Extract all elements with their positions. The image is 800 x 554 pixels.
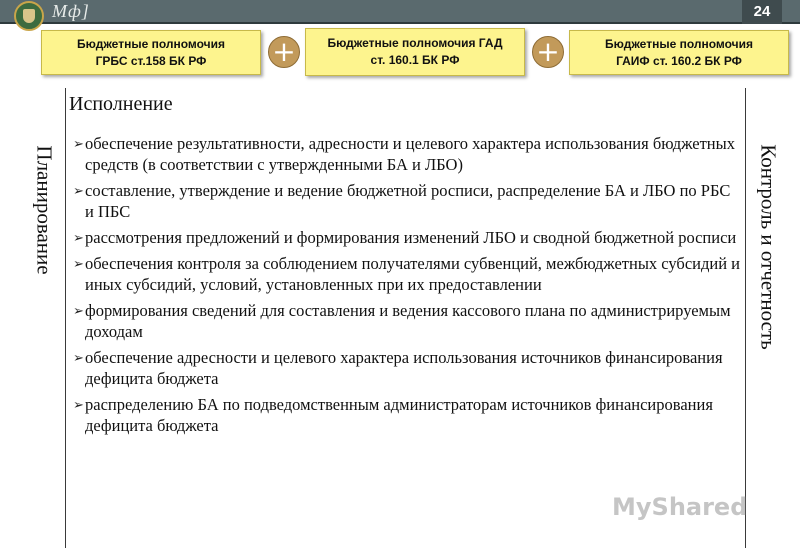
list-item xyxy=(73,300,741,342)
list-item-text: формирования сведений для составления и ведения кассового плана по администрируемым доходам xyxy=(85,301,731,341)
arrow-bullet-icon: ➢ xyxy=(73,397,84,412)
list-item xyxy=(73,347,741,389)
list-item xyxy=(73,394,741,436)
side-label-control: Контроль и отчетность xyxy=(756,144,781,350)
list-item-text: обеспечения контроля за соблюдением получателями субвенций, межбюджетных субсидий и иных субсидий, условий, установленных при их предоставлении xyxy=(85,254,740,294)
box-gad-line1: Бюджетные полномочия ГАД xyxy=(327,36,503,50)
plus-icon: + xyxy=(532,36,564,68)
arrow-bullet-icon: ➢ xyxy=(73,303,84,318)
arrow-bullet-icon: ➢ xyxy=(73,350,84,365)
side-label-planning: Планирование xyxy=(32,145,57,275)
box-gaif xyxy=(569,30,789,75)
box-gaif-line2: ГАИФ ст. 160.2 БК РФ xyxy=(616,53,742,68)
list-item-text: распределению БА по подведомственным администраторам источников финансирования дефицита бюджета xyxy=(85,395,713,435)
list-item xyxy=(73,253,741,295)
bullet-list xyxy=(73,133,741,441)
watermark: MyShared xyxy=(612,493,748,521)
list-item-text: составление, утверждение и ведение бюджетной росписи, распределение БА и ЛБО по РБС и ПБС xyxy=(85,181,731,221)
list-item-text: рассмотрения предложений и формирования изменений ЛБО и сводной бюджетной росписи xyxy=(85,228,737,247)
arrow-bullet-icon: ➢ xyxy=(73,136,84,151)
plus-icon: + xyxy=(268,36,300,68)
list-item xyxy=(73,133,741,175)
box-grbs xyxy=(41,30,261,75)
brand-title: Мф] xyxy=(52,1,90,21)
emblem-logo xyxy=(14,1,44,31)
arrow-bullet-icon: ➢ xyxy=(73,230,84,245)
divider-left xyxy=(65,88,66,548)
divider-right xyxy=(745,88,746,548)
list-item-text: обеспечение результативности, адресности и целевого характера использования бюджетных средств (в соответствии с утвержденными БА и ЛБО) xyxy=(85,134,735,174)
box-grbs-line1: Бюджетные полномочия xyxy=(77,36,225,51)
box-grbs-line2: ГРБС ст.158 БК РФ xyxy=(95,53,207,68)
list-item xyxy=(73,180,741,222)
box-gad xyxy=(305,28,525,76)
arrow-bullet-icon: ➢ xyxy=(73,256,84,271)
top-bar xyxy=(0,0,800,24)
section-heading: Исполнение xyxy=(69,93,173,115)
list-item-text: обеспечение адресности и целевого характера использования источников финансирования дефицита бюджета xyxy=(85,348,723,388)
list-item xyxy=(73,227,741,248)
page-number: 24 xyxy=(742,0,782,24)
arrow-bullet-icon: ➢ xyxy=(73,183,84,198)
box-gad-line2: ст. 160.1 БК РФ xyxy=(370,53,460,67)
box-gaif-line1: Бюджетные полномочия xyxy=(605,36,753,51)
